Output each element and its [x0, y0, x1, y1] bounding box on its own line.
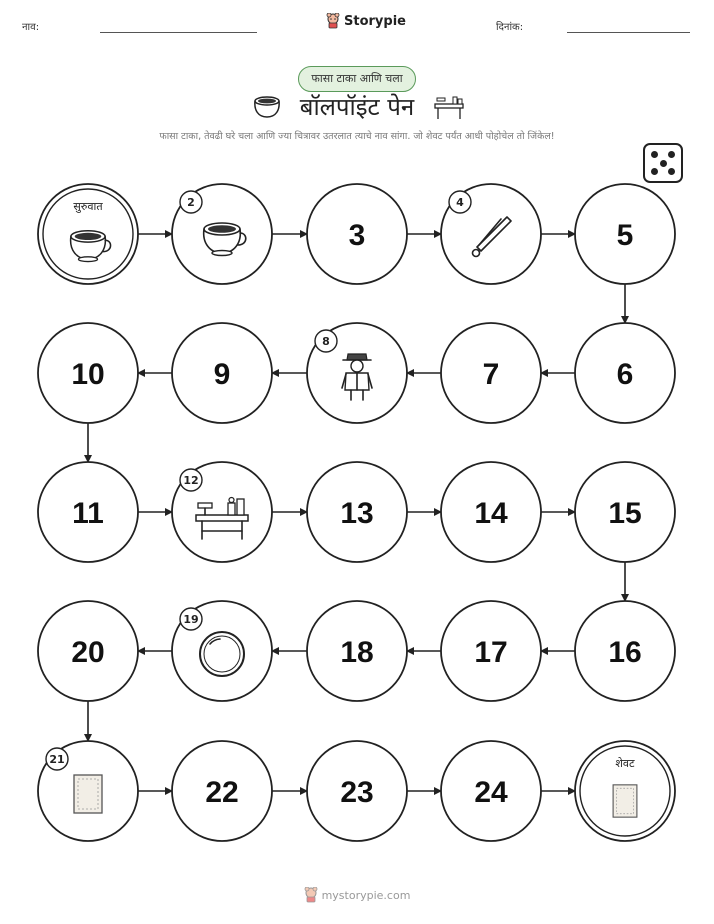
page-title: बॉलपॉइंट पेन	[299, 93, 415, 121]
board-cell-22	[172, 741, 272, 841]
footer	[0, 887, 714, 903]
cell-number: 10	[71, 358, 105, 391]
cell-number: 13	[340, 497, 374, 530]
board-cell-6	[575, 323, 675, 423]
finish-label: शेवट	[615, 757, 635, 770]
cell-number: 11	[72, 497, 104, 530]
cell-number: 17	[474, 636, 508, 669]
board-cell-9	[172, 323, 272, 423]
board-cell-23	[307, 741, 407, 841]
cell-number: 2	[187, 196, 195, 209]
board-cell-21	[38, 741, 138, 841]
ball-icon	[200, 632, 244, 676]
cell-number: 16	[608, 636, 642, 669]
name-label: नाव:	[22, 22, 40, 33]
cell-number: 12	[183, 474, 199, 487]
board-cell-19	[172, 601, 272, 701]
cell-number: 23	[340, 776, 374, 809]
cell-number: 15	[608, 497, 642, 530]
footer-site: mystorypie.com	[321, 888, 411, 902]
cell-number: 9	[213, 358, 231, 391]
cell-number: 5	[616, 219, 634, 252]
board-cell-1	[38, 184, 138, 284]
board-cell-4	[441, 184, 541, 284]
cell-number: 6	[616, 358, 634, 391]
board-cell-11	[38, 462, 138, 562]
cell-number: 22	[205, 776, 239, 809]
paper-icon	[74, 775, 102, 813]
board-cell-16	[575, 601, 675, 701]
start-label: सुरुवात	[73, 200, 103, 213]
board-cell-12	[172, 462, 272, 562]
cell-number: 24	[474, 776, 508, 809]
cell-number: 19	[183, 613, 199, 626]
board-cell-14	[441, 462, 541, 562]
board-cell-17	[441, 601, 541, 701]
cell-number: 4	[456, 196, 464, 209]
cell-number: 8	[322, 335, 330, 348]
board-cell-2	[172, 184, 272, 284]
board-cell-3	[307, 184, 407, 284]
date-label: दिनांक:	[496, 22, 524, 33]
cell-number: 21	[49, 753, 65, 766]
board-cell-7	[441, 323, 541, 423]
cell-number: 18	[340, 636, 374, 669]
cell-number: 7	[482, 358, 500, 391]
board-cell-25	[575, 741, 675, 841]
paper-icon	[613, 785, 637, 817]
cell-number: 14	[474, 497, 508, 530]
instructions: फासा टाका, तेवढी घरे चला आणि ज्या चित्रावर उतरलात त्याचे नाव सांगा. जो शेवट पर्यंत आधी पोहोचेल तो जिंकेल!	[159, 131, 555, 142]
game-tag: फासा टाका आणि चला	[298, 66, 416, 92]
board-cell-15	[575, 462, 675, 562]
mascot-icon	[304, 887, 318, 903]
board-cell-13	[307, 462, 407, 562]
board-cell-8	[307, 323, 407, 423]
board-cell-24	[441, 741, 541, 841]
board-cell-20	[38, 601, 138, 701]
board-cell-10	[38, 323, 138, 423]
board-cell-5	[575, 184, 675, 284]
brand-name: Storypie	[344, 13, 406, 29]
cell-number: 3	[348, 219, 366, 252]
board-cell-18	[307, 601, 407, 701]
cell-number: 20	[71, 636, 105, 669]
